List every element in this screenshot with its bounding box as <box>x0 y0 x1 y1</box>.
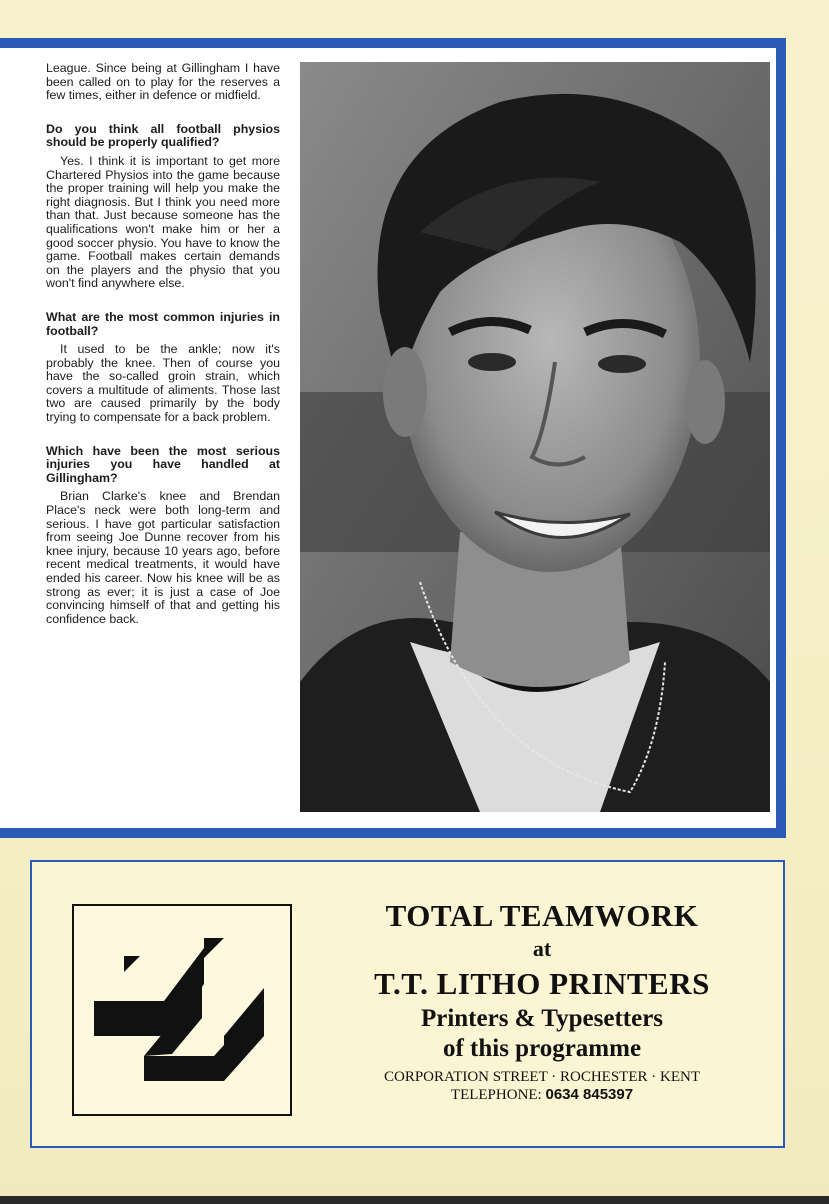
litho-logo-icon <box>74 906 290 1114</box>
phone-number: 0634 845397 <box>545 1086 634 1103</box>
advert-subtitle-1: Printers & Typesetters <box>420 1005 664 1032</box>
portrait-illustration <box>300 62 770 812</box>
advert-subtitle-2: of this programme <box>442 1035 642 1062</box>
article-paragraph: Yes. I think it is important to get more Chartered Physios into the game because the proper training will help you make the right diagnosis. But I think you need more than that. Just because someone has the qualifications won't make him or her a good soccer physio. You have to know the game. Football makes certain demands on the players and the physio that you won't find anywhere else. <box>46 153 280 291</box>
article-paragraph: Brian Clarke's knee and Brendan Place's neck were both long-term and serious. I have got particular satisfaction from seeing Joe Dunne recover from his knee injury, because 10 years ago, before recent medical treatments, it would have ended his career. Now his knee will be as strong as ever; it is just a case of Joe convincing himself of that and getting his confidence back. <box>46 489 280 626</box>
advert-phone <box>322 1086 762 1104</box>
article-paragraph: It used to be the ankle; now it's probably the knee. Then of course you have the so-called groin strain, which covers a multitude of aliments. Those last two are caused primarily by the body trying to compensate for a back problem. <box>46 342 280 425</box>
interview-question: Which have been the most serious injuries you have handled at Gillingham? <box>46 443 280 485</box>
page-bottom-edge <box>0 1196 829 1204</box>
advert-headline: TOTAL TEAMWORK <box>385 898 699 933</box>
article-frame <box>0 38 786 838</box>
advert-company: T.T. LITHO PRINTERS <box>374 966 710 1001</box>
phone-label: TELEPHONE: <box>450 1087 546 1103</box>
advert-address: CORPORATION STREET · ROCHESTER · KENT <box>384 1069 700 1085</box>
article-text-column <box>46 62 280 626</box>
advert-text <box>322 898 762 1104</box>
printer-logo <box>72 904 292 1116</box>
interview-question: What are the most common injuries in football? <box>46 309 280 338</box>
printer-advert <box>30 860 785 1148</box>
article-paragraph: League. Since being at Gillingham I have been called on to play for the reserves a few times, either in defence or midfield. <box>46 61 280 103</box>
advert-at: at <box>532 936 552 961</box>
player-photo <box>300 62 770 812</box>
interview-question: Do you think all football physios should be properly qualified? <box>46 121 280 150</box>
article-panel <box>0 48 776 828</box>
